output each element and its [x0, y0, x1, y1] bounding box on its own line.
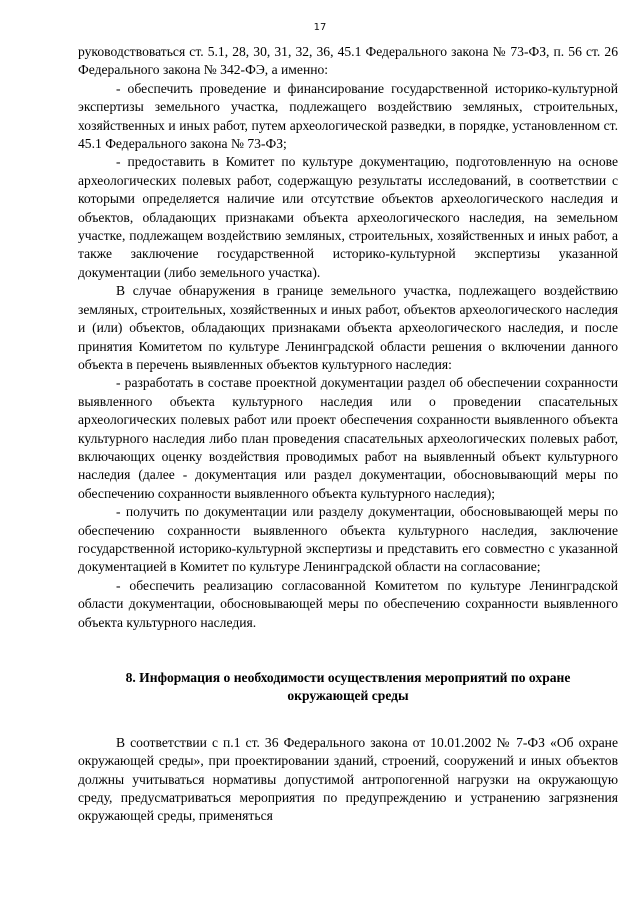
paragraph-list-item: - предоставить в Комитет по культуре документацию, подготовленную на основе археологических полевых работ, содержащую результаты исследований, в соответствии с которыми определяется наличие или отсутствие объектов археологического наследия и объектов, обладающих признаками объекта археологического наследия, на земельном участке, подлежащем воздействию земляных, строительных, хозяйственных и иных работ, а также заключение государственной историко-культурной экспертизы указанной документации (либо земельного участка). — [78, 154, 618, 280]
section-body — [78, 734, 618, 826]
paragraph-list-item: - разработать в составе проектной документации раздел об обеспечении сохранности выявленного объекта культурного наследия или о проведении спасательных археологических полевых работ или проект обеспечения сохранности выявленного объекта культурного наследия либо план проведения спасательных археологических полевых работ, включающих оценку воздействия проводимых работ на выявленный объект культурного наследия (далее - документация или раздел документации, обосновывающий меры по обеспечению сохранности выявленного объекта культурного наследия); — [78, 375, 618, 501]
section-heading: 8. Информация о необходимости осуществления мероприятий по охране окружающей среды — [125, 670, 571, 704]
paragraph-list-item: - обеспечить проведение и финансирование государственной историко-культурной экспертизы земельного участка, подлежащего воздействию земляных, строительных, хозяйственных и иных работ, путем археологической разведки, в порядке, установленном ст. 45.1 Федерального закона № 73-ФЗ; — [78, 80, 618, 152]
page-number: 17 — [313, 22, 327, 33]
paragraph: В случае обнаружения в границе земельного участка, подлежащего воздействию земляных, строительных, хозяйственных и иных работ, объектов археологического наследия и (или) объектов, обладающих признаками объекта археологического наследия, и после принятия Комитетом по культуре Ленинградской области решения о включении данного объекта в перечень выявленных объектов культурного наследия: — [78, 283, 618, 372]
document-body — [78, 43, 618, 826]
section-paragraph: В соответствии с п.1 ст. 36 Федерального закона от 10.01.2002 № 7-ФЗ «Об охране окружающей среды», при проектировании зданий, строений, сооружений и иных объектов должны учитываться нормативы допустимой антропогенной нагрузки на окружающую среду, предусматриваться мероприятия по предупреждению и устранению загрязнения окружающей среды, применяться — [78, 734, 618, 824]
paragraph-list — [78, 43, 618, 632]
paragraph-list-item: - получить по документации или разделу документации, обосновывающей меры по обеспечению сохранности выявленного объекта культурного наследия, заключение государственной историко-культурной экспертизы и представить его совместно с указанной документацией в Комитет по культуре Ленинградской области на согласование; — [78, 504, 618, 575]
paragraph-intro: руководствоваться ст. 5.1, 28, 30, 31, 32, 36, 45.1 Федерального закона № 73-ФЗ, п. 56 ст. 26 Федерального закона № 342-ФЭ, а именно: — [78, 44, 618, 78]
paragraph-list-item: - обеспечить реализацию согласованной Комитетом по культуре Ленинградской области документации, обосновывающей меры по обеспечению сохранности выявленного объекта культурного наследия. — [78, 577, 618, 630]
